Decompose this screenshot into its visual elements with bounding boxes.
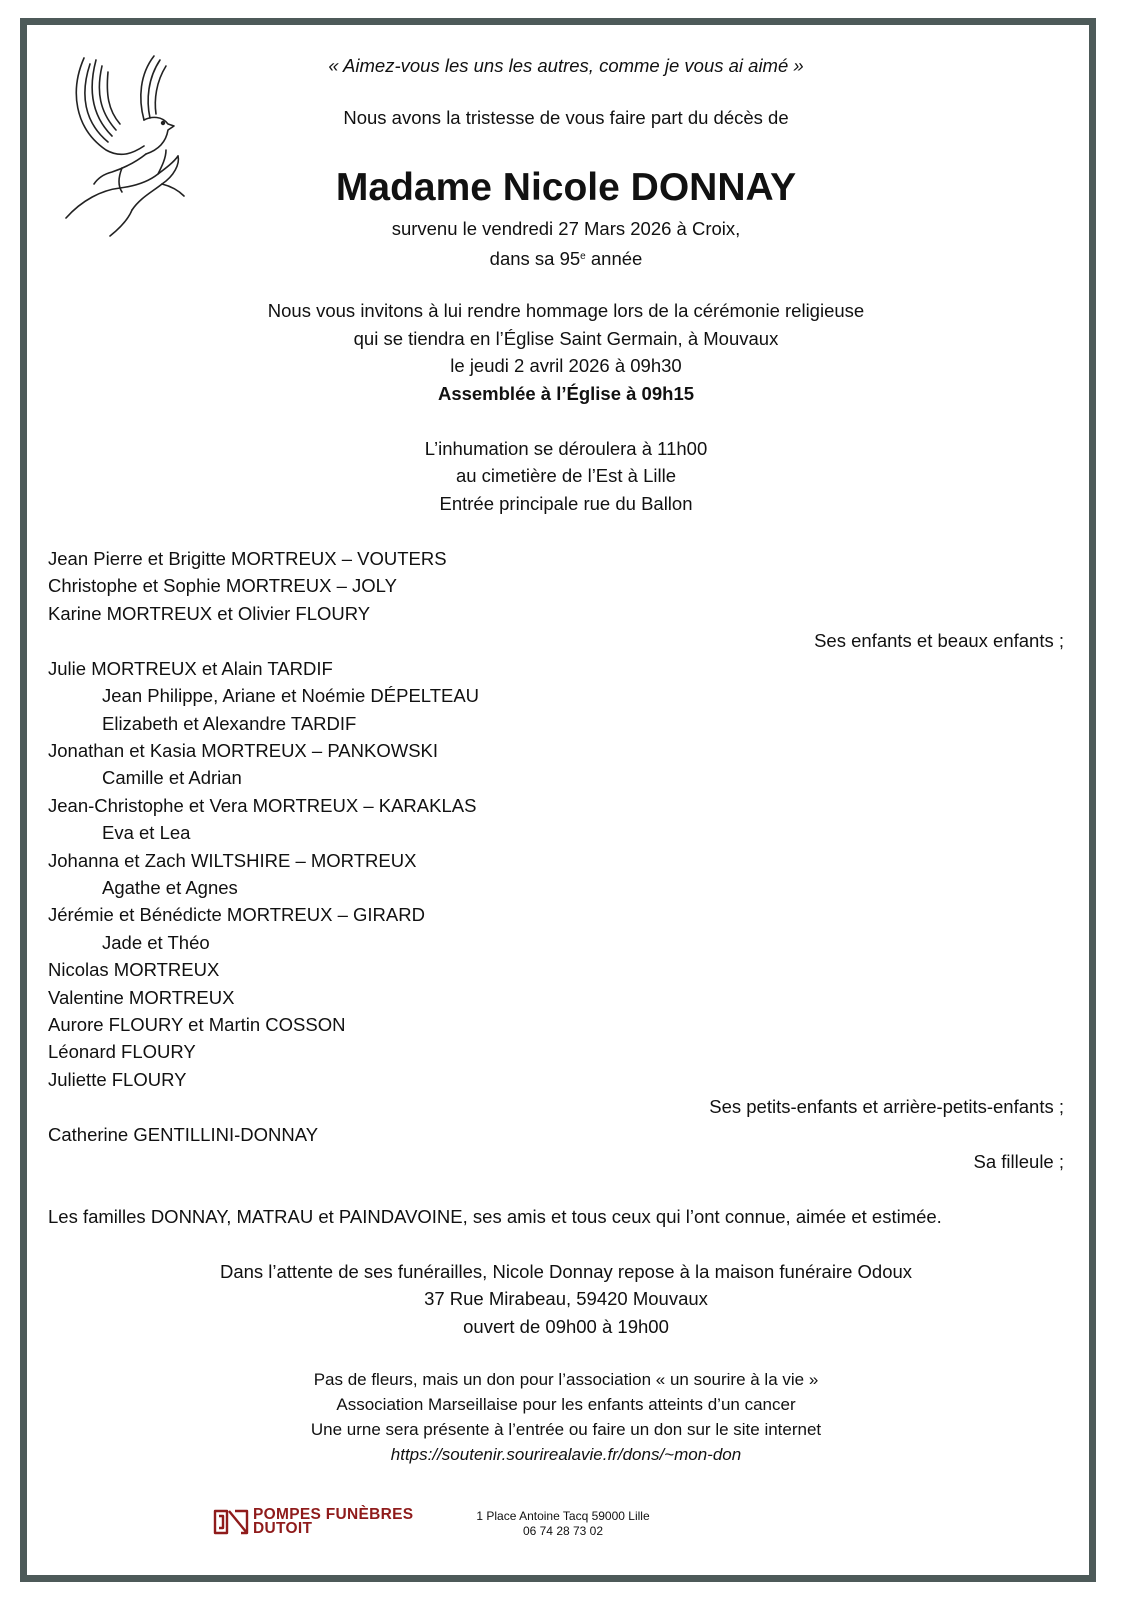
donation-line-1: Pas de fleurs, mais un don pour l’association « un sourire à la vie » xyxy=(313,1370,819,1389)
funeral-home-phone: 06 74 28 73 02 xyxy=(522,1524,604,1538)
grandchild-juliette: Juliette FLOURY xyxy=(48,1069,187,1090)
grandchild-jeanchristophe: Jean-Christophe et Vera MORTREUX – KARAKLAS xyxy=(48,795,477,816)
rest-line-2: 37 Rue Mirabeau, 59420 Mouvaux xyxy=(424,1288,708,1309)
grandchild-johanna: Johanna et Zach WILTSHIRE – MORTREUX xyxy=(48,850,417,871)
intro-text: Nous avons la tristesse de vous faire part du décès de xyxy=(343,107,789,128)
great-grandchildren-julie-2: Elizabeth et Alexandre TARDIF xyxy=(102,713,357,734)
grandchild-leonard: Léonard FLOURY xyxy=(48,1041,196,1062)
ceremony-line-2: qui se tiendra en l’Église Saint Germain, à Mouvaux xyxy=(353,328,779,349)
grandchild-julie: Julie MORTREUX et Alain TARDIF xyxy=(48,658,333,679)
funeral-home-name-line-2: DUTOIT xyxy=(253,1520,313,1537)
ceremony-line-3: le jeudi 2 avril 2026 à 09h30 xyxy=(450,355,682,376)
burial-line-2: au cimetière de l’Est à Lille xyxy=(455,465,677,486)
bible-quote: « Aimez-vous les uns les autres, comme je vous ai aimé » xyxy=(328,55,804,76)
goddaughter-relation: Sa filleule ; xyxy=(973,1151,1064,1172)
children-relation: Ses enfants et beaux enfants ; xyxy=(814,630,1064,651)
ceremony-line-1: Nous vous invitons à lui rendre hommage lors de la cérémonie religieuse xyxy=(267,300,865,321)
burial-line-1: L’inhumation se déroulera à 11h00 xyxy=(424,438,708,459)
funeral-home-address: 1 Place Antoine Tacq 59000 Lille xyxy=(476,1509,650,1523)
deceased-name: Madame Nicole DONNAY xyxy=(335,166,797,209)
child-2: Christophe et Sophie MORTREUX – JOLY xyxy=(48,575,397,596)
families-line: Les familles DONNAY, MATRAU et PAINDAVOINE, ses amis et tous ceux qui l’ont connue, aimée et estimée. xyxy=(48,1206,942,1227)
grandchild-aurore: Aurore FLOURY et Martin COSSON xyxy=(48,1014,346,1035)
age-line: dans sa 95e année xyxy=(489,248,643,269)
grandchild-nicolas: Nicolas MORTREUX xyxy=(48,959,220,980)
rest-line-1: Dans l’attente de ses funérailles, Nicole Donnay repose à la maison funéraire Odoux xyxy=(219,1261,913,1282)
grandchild-jonathan: Jonathan et Kasia MORTREUX – PANKOWSKI xyxy=(48,740,439,761)
burial-line-3: Entrée principale rue du Ballon xyxy=(439,493,693,514)
donation-url[interactable]: https://soutenir.sourirealavie.fr/dons/~mon-don xyxy=(390,1445,742,1464)
donation-line-2: Association Marseillaise pour les enfants atteints d’un cancer xyxy=(336,1395,796,1414)
great-grandchildren-jeanchristophe: Eva et Lea xyxy=(102,822,191,843)
child-3: Karine MORTREUX et Olivier FLOURY xyxy=(48,603,371,624)
great-grandchildren-johanna: Agathe et Agnes xyxy=(102,877,238,898)
funeral-home-mark-icon xyxy=(213,1508,249,1536)
death-date-line: survenu le vendredi 27 Mars 2026 à Croix, xyxy=(391,218,741,239)
grandchildren-relation: Ses petits-enfants et arrière-petits-enfants ; xyxy=(709,1096,1064,1117)
goddaughter-name: Catherine GENTILLINI-DONNAY xyxy=(48,1124,319,1145)
great-grandchildren-jeremie: Jade et Théo xyxy=(102,932,210,953)
grandchild-jeremie: Jérémie et Bénédicte MORTREUX – GIRARD xyxy=(48,904,425,925)
grandchild-valentine: Valentine MORTREUX xyxy=(48,987,235,1008)
rest-line-3: ouvert de 09h00 à 19h00 xyxy=(463,1316,669,1337)
assembly-time: Assemblée à l’Église à 09h15 xyxy=(437,383,695,404)
great-grandchildren-julie-1: Jean Philippe, Ariane et Noémie DÉPELTEAU xyxy=(102,685,480,706)
funeral-home-name-line-1: POMPES FUNÈBRES xyxy=(253,1506,414,1523)
donation-line-3: Une urne sera présente à l’entrée ou faire un don sur le site internet xyxy=(310,1420,822,1439)
child-1: Jean Pierre et Brigitte MORTREUX – VOUTERS xyxy=(48,548,447,569)
great-grandchildren-jonathan: Camille et Adrian xyxy=(102,767,242,788)
